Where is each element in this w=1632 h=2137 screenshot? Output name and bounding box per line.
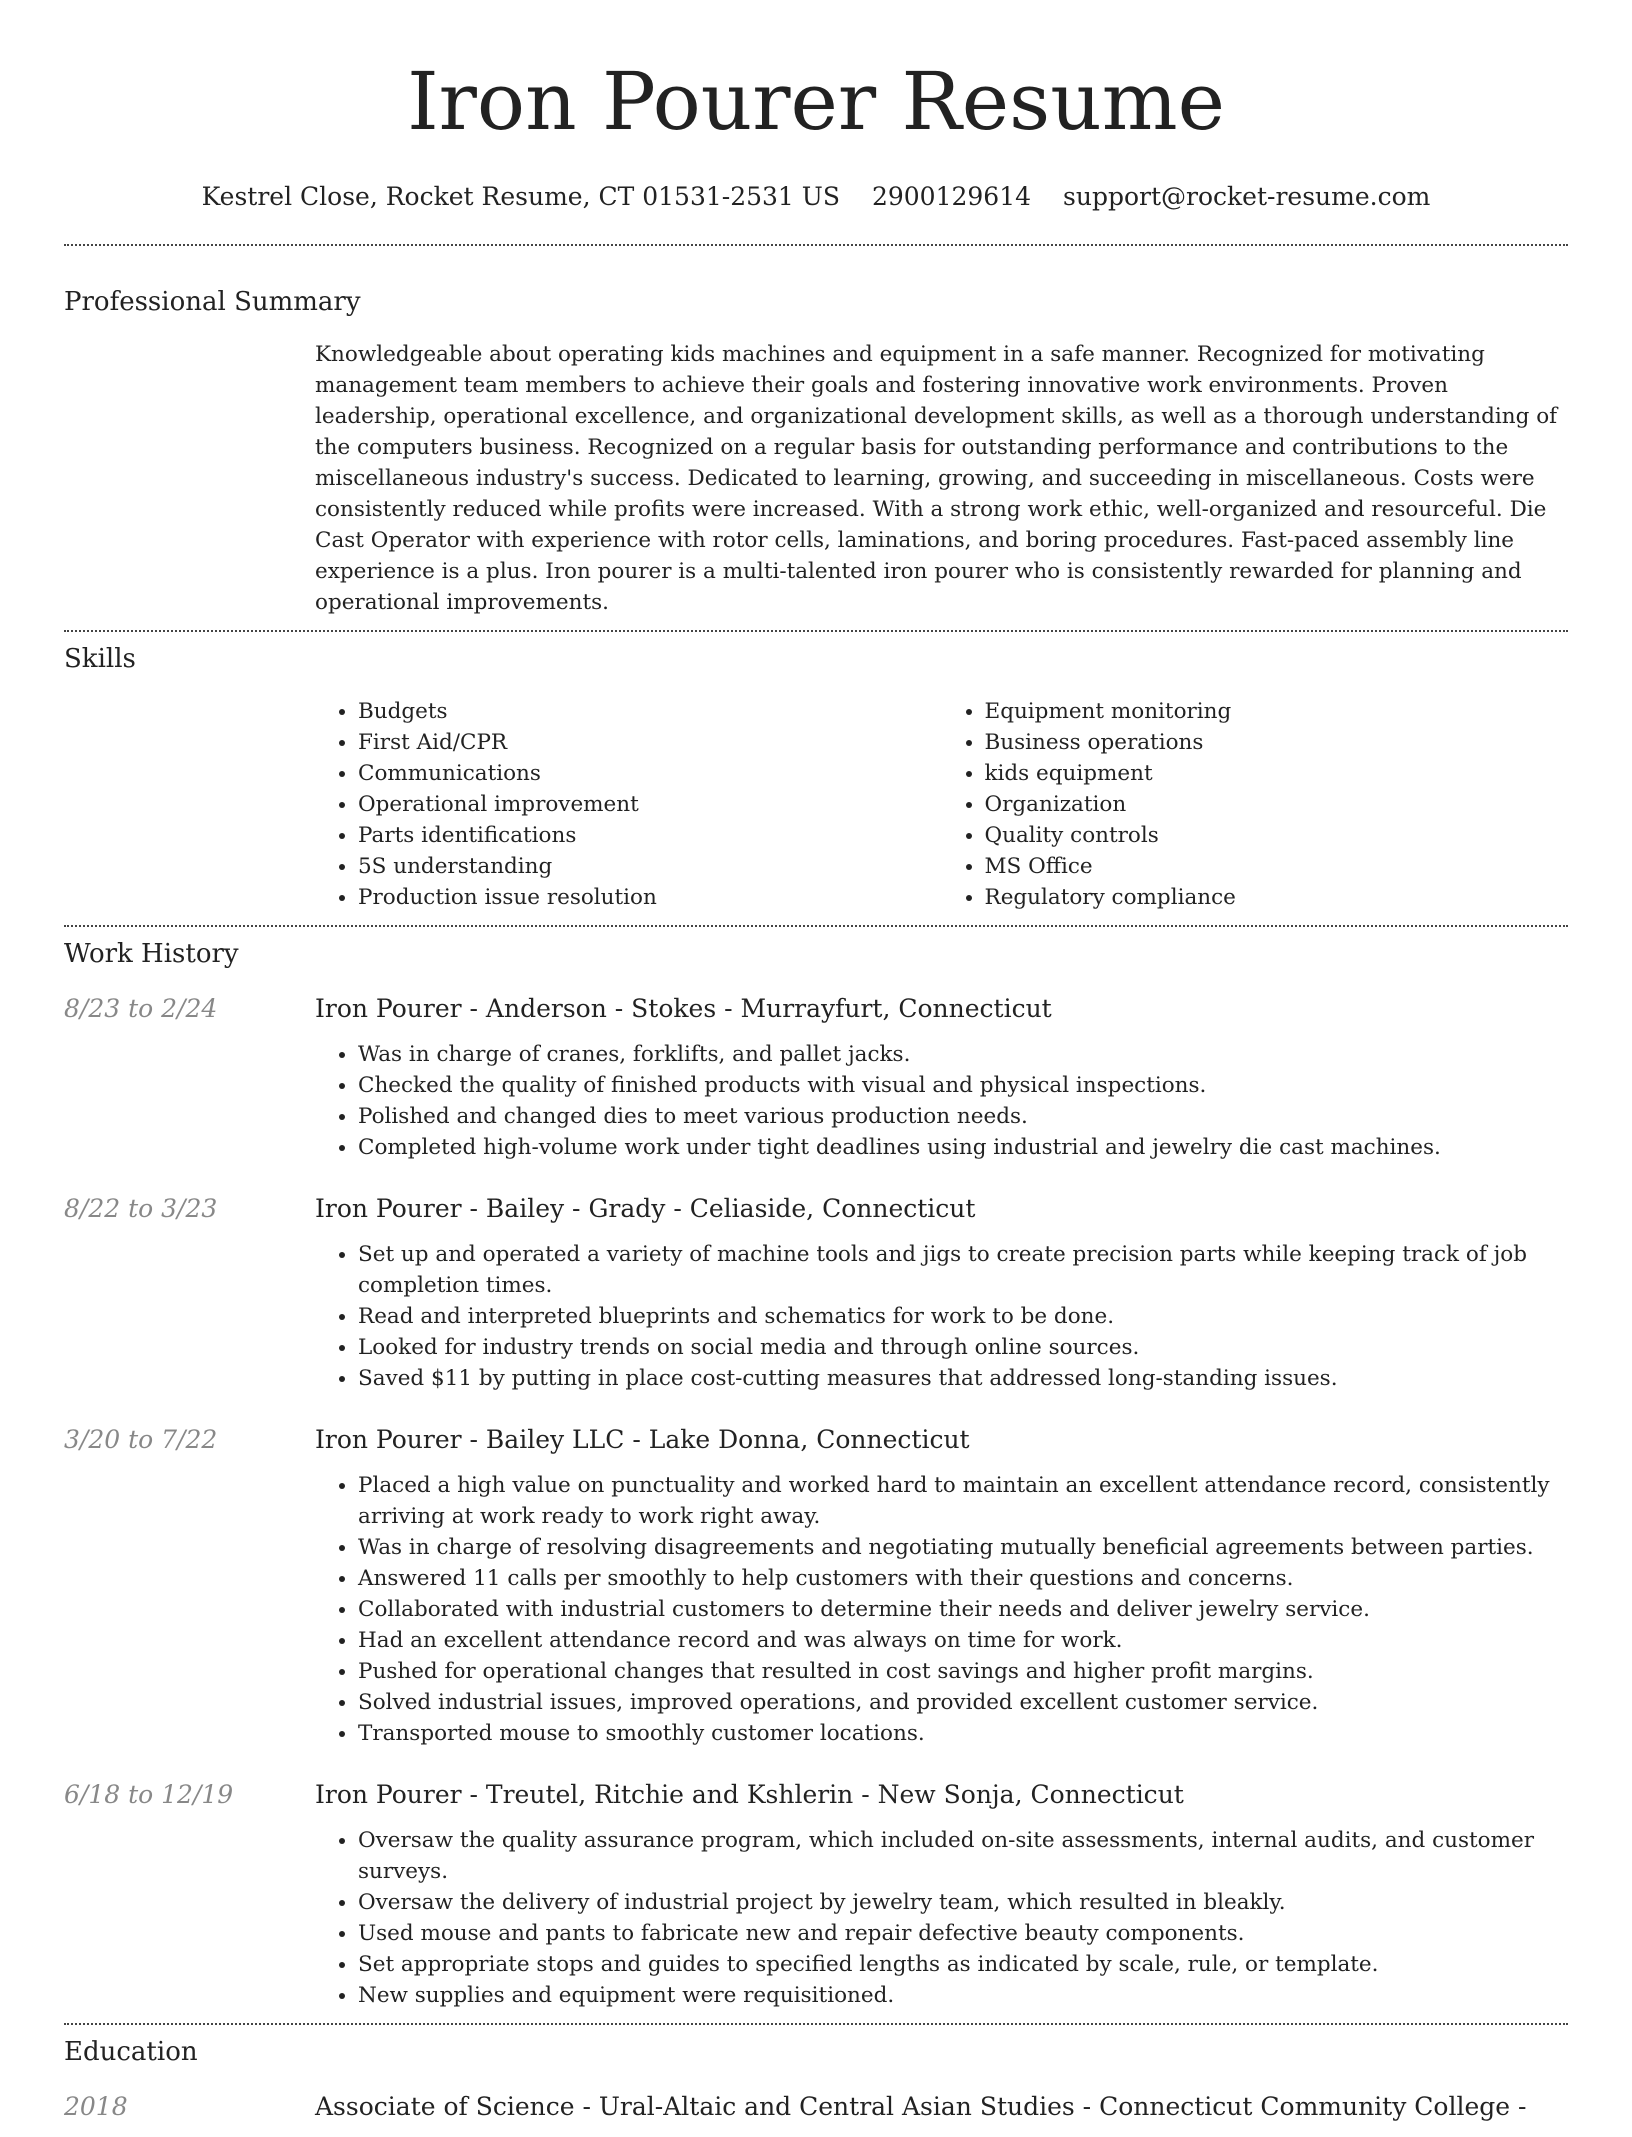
job-bullet: • Solved industrial issues, improved operations, and provided excellent customer service. <box>358 1687 1568 1718</box>
education-body <box>315 2089 1568 2137</box>
job-dates: 8/23 to 2/24 <box>64 994 218 1023</box>
job-bullets <box>315 1239 1568 1394</box>
job-bullet: • Used mouse and pants to fabricate new and repair defective beauty components. <box>358 1918 1568 1949</box>
skill-item: • 5S understanding <box>358 851 942 882</box>
contact-phone: 2900129614 <box>871 182 1032 211</box>
skill-item: • Production issue resolution <box>358 882 942 913</box>
job-bullet: • Set up and operated a variety of machine tools and jigs to create precision parts while keeping track of job completion times. <box>358 1239 1568 1301</box>
job-bullets <box>315 1825 1568 2011</box>
contact-email: support@rocket-resume.com <box>1063 182 1431 211</box>
skill-item: • First Aid/CPR <box>358 727 942 758</box>
divider <box>64 244 1568 246</box>
job-dates: 3/20 to 7/22 <box>64 1425 218 1454</box>
resume-header <box>0 0 1632 211</box>
job-bullet: • Looked for industry trends on social media and through online sources. <box>358 1332 1568 1363</box>
job-bullet: • Answered 11 calls per smoothly to help customers with their questions and concerns. <box>358 1563 1568 1594</box>
job-title: Iron Pourer - Anderson - Stokes - Murrayfurt, Connecticut <box>315 994 1052 1023</box>
job-bullet: • Saved $11 by putting in place cost-cutting measures that addressed long-standing issues. <box>358 1363 1568 1394</box>
education-title: Associate of Science - Ural-Altaic and Central Asian Studies - Connecticut Community College - <box>315 2092 1527 2121</box>
job-bullet: • Checked the quality of finished products with visual and physical inspections. <box>358 1070 1568 1101</box>
job-dates: 8/22 to 3/23 <box>64 1194 218 1223</box>
job-entry <box>64 1777 1568 2011</box>
job-bullet: • New supplies and equipment were requisitioned. <box>358 1980 1568 2011</box>
job-bullet: • Transported mouse to smoothly customer locations. <box>358 1718 1568 1749</box>
job-bullet: • Had an excellent attendance record and was always on time for work. <box>358 1625 1568 1656</box>
skills-list-right <box>942 696 1569 913</box>
resume-title: Iron Pourer Resume <box>407 55 1225 148</box>
job-bullet: • Was in charge of resolving disagreements and negotiating mutually beneficial agreements between parties. <box>358 1532 1568 1563</box>
skill-item: • Quality controls <box>985 820 1569 851</box>
contact-line <box>0 182 1632 211</box>
job-entry <box>64 991 1568 1163</box>
job-title: Iron Pourer - Bailey - Grady - Celiaside, Connecticut <box>315 1194 976 1223</box>
education-year: 2018 <box>64 2092 128 2121</box>
education-entry <box>64 2089 1568 2137</box>
skills-columns <box>315 696 1568 913</box>
skill-item: • Communications <box>358 758 942 789</box>
job-bullet: • Collaborated with industrial customers to determine their needs and deliver jewelry service. <box>358 1594 1568 1625</box>
job-bullets <box>315 1039 1568 1163</box>
job-bullets <box>315 1470 1568 1749</box>
skill-item: • Regulatory compliance <box>985 882 1569 913</box>
divider <box>64 925 1568 927</box>
job-title: Iron Pourer - Treutel, Ritchie and Kshlerin - New Sonja, Connecticut <box>315 1780 1184 1809</box>
job-title: Iron Pourer - Bailey LLC - Lake Donna, Connecticut <box>315 1425 970 1454</box>
divider <box>64 2023 1568 2025</box>
job-bullet: • Polished and changed dies to meet various production needs. <box>358 1101 1568 1132</box>
skill-item: • Business operations <box>985 727 1569 758</box>
section-title-summary: Professional Summary <box>64 287 361 317</box>
job-dates: 6/18 to 12/19 <box>64 1780 234 1809</box>
job-bullet: • Set appropriate stops and guides to specified lengths as indicated by scale, rule, or template. <box>358 1949 1568 1980</box>
job-bullet: • Oversaw the quality assurance program, which included on-site assessments, internal audits, and customer surveys. <box>358 1825 1568 1887</box>
job-body <box>315 991 1568 1163</box>
job-entry <box>64 1191 1568 1394</box>
job-bullet: • Pushed for operational changes that resulted in cost savings and higher profit margins. <box>358 1656 1568 1687</box>
contact-address: Kestrel Close, Rocket Resume, CT 01531-2531 US <box>201 182 840 211</box>
skill-item: • Organization <box>985 789 1569 820</box>
skill-item: • Budgets <box>358 696 942 727</box>
skill-item: • Operational improvement <box>358 789 942 820</box>
section-title-education: Education <box>64 2037 198 2067</box>
skills-section <box>64 644 1568 913</box>
job-entry <box>64 1422 1568 1749</box>
job-body <box>315 1422 1568 1749</box>
job-bullet: • Completed high-volume work under tight deadlines using industrial and jewelry die cast machines. <box>358 1132 1568 1163</box>
education-section <box>64 2037 1568 2137</box>
work-section <box>64 939 1568 2011</box>
job-bullet: • Placed a high value on punctuality and worked hard to maintain an excellent attendance record, consistently arriving at work ready to work right away. <box>358 1470 1568 1532</box>
section-title-skills: Skills <box>64 644 136 674</box>
job-bullet: • Was in charge of cranes, forklifts, and pallet jacks. <box>358 1039 1568 1070</box>
job-bullet: • Read and interpreted blueprints and schematics for work to be done. <box>358 1301 1568 1332</box>
section-title-work: Work History <box>64 939 239 969</box>
skill-item: • Parts identifications <box>358 820 942 851</box>
summary-content <box>315 339 1568 618</box>
job-body <box>315 1191 1568 1394</box>
summary-section <box>64 287 1568 618</box>
skill-item: • Equipment monitoring <box>985 696 1569 727</box>
skill-item: • kids equipment <box>985 758 1569 789</box>
job-body <box>315 1777 1568 2011</box>
skills-list-left <box>315 696 942 913</box>
skill-item: • MS Office <box>985 851 1569 882</box>
divider <box>64 630 1568 632</box>
summary-text: Knowledgeable about operating kids machines and equipment in a safe manner. Recognized for motivating management team members to achieve their goals and fostering innovative work environments. Proven leadership, operational excellence, and organizational development skills, as well as a thorough understanding of the computers business. Recognized on a regular basis for outstanding performance and contributions to the miscellaneous industry's success. Dedicated to learning, growing, and succeeding in miscellaneous. Costs were consistently reduced while profits were increased. With a strong work ethic, well-organized and resourceful. Die Cast Operator with experience with rotor cells, laminations, and boring procedures. Fast-paced assembly line experience is a plus. Iron pourer is a multi-talented iron pourer who is consistently rewarded for planning and operational improvements. <box>315 342 1558 615</box>
job-bullet: • Oversaw the delivery of industrial project by jewelry team, which resulted in bleakly. <box>358 1887 1568 1918</box>
